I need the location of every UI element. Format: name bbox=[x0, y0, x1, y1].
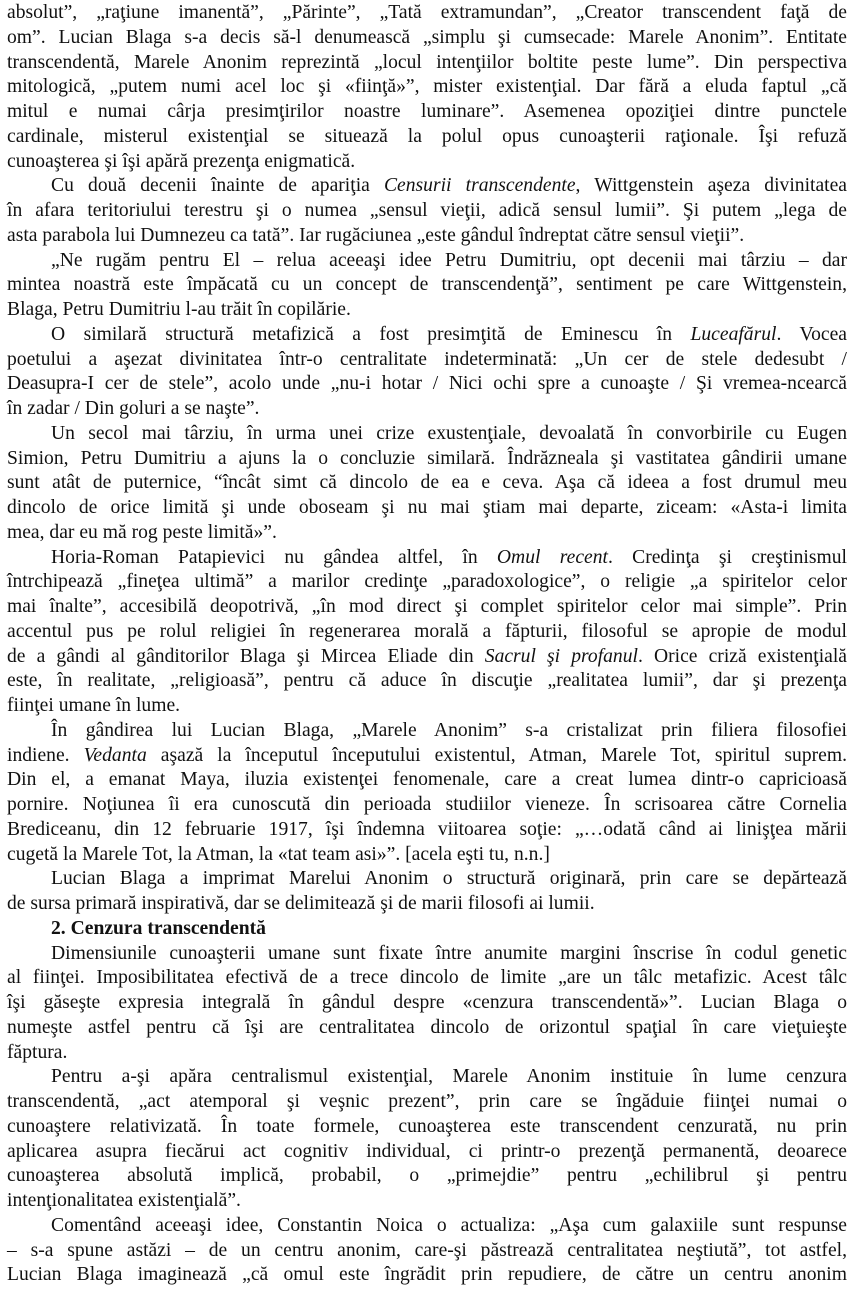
text-line bbox=[7, 149, 847, 175]
text-line bbox=[51, 941, 847, 967]
text-line bbox=[7, 1040, 847, 1066]
text-segment: accentul pus pe rolul religiei în regenerarea morală a făpturii, filosoful se apropie de modul bbox=[7, 620, 847, 642]
text-line bbox=[7, 1262, 847, 1288]
text-segment: cunoaşterea absolută implică, probabil, o „primejdie” pentru „echilibrul şi pentru bbox=[7, 1165, 847, 1187]
text-line bbox=[7, 297, 847, 323]
text-segment: . Orice criză existenţială bbox=[637, 645, 847, 667]
text-segment: al fiinţei. Imposibilitatea efectivă de a trece dincolo de limite „are un tâlc metafizic. Acest tâlc bbox=[7, 967, 847, 989]
text-segment: transcendentă, Marele Anonim reprezintă „locul intenţiilor boltite peste lume”. Din perspectiva bbox=[7, 51, 847, 73]
text-segment: Dimensiunile cunoaşterii umane sunt fixate între anumite margini înscrise în codul genetic bbox=[51, 942, 847, 964]
text-segment: – s-a spune astăzi – de un centru anonim, care-şi păstrează centralitatea neştiută”, tot astfel, bbox=[7, 1239, 847, 1261]
text-segment: Lucian Blaga a imprimat Marelui Anonim o structură originară, prin care se depărtează bbox=[51, 868, 847, 890]
text-line bbox=[7, 446, 847, 472]
text-line bbox=[7, 767, 847, 793]
text-segment: Comentând aceeaşi idee, Constantin Noica o actualiza: „Aşa cum galaxiile sunt respunse bbox=[51, 1214, 847, 1236]
text-segment: om”. Lucian Blaga s-a decis să-l denumească „simplu şi cumsecade: Marele Anonim”. Entitate bbox=[7, 26, 847, 48]
text-line bbox=[7, 1238, 847, 1264]
text-line bbox=[7, 668, 847, 694]
text-line bbox=[7, 198, 847, 224]
text-segment: dincolo de orice limită şi unde oboseam şi nu mai ştiam mai departe, ziceam: «Asta-i limita bbox=[7, 497, 847, 518]
text-line bbox=[7, 594, 847, 620]
text-segment: de sursa primară inspirativă, dar se delimitează şi de marii filosofi ai lumii. bbox=[7, 893, 595, 914]
text-segment: mea, dar eu mă rog peste limită»”. bbox=[7, 521, 277, 543]
text-line bbox=[7, 1163, 847, 1189]
text-segment: cardinale, misterul existenţial se situează la polul opus cunoaşterii raţionale. Îşi refuză bbox=[7, 125, 847, 147]
italic-title: Omul recent bbox=[496, 546, 608, 568]
text-line bbox=[7, 891, 847, 917]
text-segment: , Wittgenstein aşeza divinitatea bbox=[575, 175, 847, 197]
text-segment: aşază la începutul începutului existentul, Atman, Marele Tot, spiritul suprem. bbox=[146, 744, 848, 766]
text-line bbox=[7, 644, 847, 670]
text-line bbox=[51, 718, 847, 744]
text-line bbox=[7, 50, 847, 76]
text-segment: O similară structură metafizică a fost presimţită de Eminescu în bbox=[51, 323, 691, 345]
text-segment: cunoaşterea şi îşi apără prezenţa enigmatică. bbox=[7, 150, 356, 172]
text-segment: mai înalte”, accesibilă deopotrivă, „în mod direct şi complet spiritelor celor mai simple”. Prin bbox=[7, 596, 847, 617]
text-segment: sunt atât de puternice, “încât simt că dincolo de ea e ceva. Aşa că ideea a fost drumul meu bbox=[7, 472, 847, 494]
text-line bbox=[51, 916, 847, 942]
text-line bbox=[51, 1064, 847, 1090]
text-line bbox=[7, 1015, 847, 1041]
text-segment: este, în realitate, „religioasă”, pentru că aduce în discuţie „realitatea lumii”, dar şi prezenţa bbox=[7, 670, 847, 692]
text-segment: . Credinţa şi creştinismul bbox=[607, 546, 847, 568]
text-segment: în afara teritoriului terestru şi o numea „sensul vieţii, adică sensul lumii”. Şi putem „lega de bbox=[7, 200, 847, 221]
text-segment: pornire. Noţiunea îi era cunoscută din perioada studiilor vieneze. În scrisoarea către Cornelia bbox=[7, 794, 847, 815]
text-line bbox=[7, 520, 847, 546]
text-segment: mintea noastră este împăcată cu un concept de transcendenţă”, sentiment pe care Wittgenstein, bbox=[7, 274, 847, 296]
text-line bbox=[7, 99, 847, 125]
text-line bbox=[7, 347, 847, 373]
text-segment: Un secol mai târziu, în urma unei crize exustenţiale, devoalată în convorbirile cu Eugen bbox=[51, 422, 847, 444]
italic-title: Luceafărul bbox=[690, 323, 777, 345]
text-segment: întrchipează „fineţea ultimă” a marilor credinţe „paradoxologice”, o religie „a spiritelor celor bbox=[7, 571, 847, 593]
text-line bbox=[7, 1089, 847, 1115]
text-line bbox=[51, 866, 847, 892]
text-segment: Pentru a-şi apăra centralismul existenţial, Marele Anonim instituie în lume cenzura bbox=[51, 1066, 847, 1088]
text-segment: „Ne rugăm pentru El – relua aceeaşi idee Petru Dumitriu, opt decenii mai târziu – dar bbox=[51, 249, 847, 271]
text-segment: în zadar / Din goluri a se naşte”. bbox=[7, 398, 260, 419]
text-segment: fiinţei umane în lume. bbox=[7, 695, 181, 716]
text-segment: mitologică, „putem numi acel loc şi «fiinţă»”, mister existenţial. Dar fără a eluda faptul „că bbox=[7, 76, 847, 98]
text-line bbox=[7, 124, 847, 150]
text-line bbox=[7, 470, 847, 496]
text-line bbox=[7, 693, 847, 719]
text-line bbox=[7, 74, 847, 100]
text-segment: Deasupra-I cer de stele”, acolo unde „nu-i hotar / Nici ochi spre a cunoaşte / Şi vremea-ncearcă bbox=[7, 373, 847, 395]
text-line bbox=[7, 619, 847, 645]
text-line bbox=[7, 495, 847, 521]
text-segment: Cu două decenii înainte de apariţia bbox=[51, 175, 384, 197]
text-line bbox=[51, 1213, 847, 1239]
text-segment: poetului a aşezat divinitatea într-o centralitate indeterminată: „Un cer de stele dedesubt / bbox=[7, 348, 847, 370]
text-segment: îşi găseşte expresia integrală în gândul despre «cenzura transcendentă»”. Lucian Blaga o bbox=[7, 992, 847, 1013]
text-segment: . Vocea bbox=[776, 323, 848, 345]
text-line bbox=[7, 396, 847, 422]
text-line bbox=[7, 817, 847, 843]
text-line bbox=[7, 1114, 847, 1140]
text-segment: asta parabola lui Dumnezeu ca tată”. Iar rugăciunea „este gândul îndreptat către sensul vieţii”. bbox=[7, 224, 745, 246]
text-segment: cugetă la Marele Tot, la Atman, la «tat team asi»”. [acela eşti tu, n.n.] bbox=[7, 843, 550, 865]
text-segment: de a gândi al gânditorilor Blaga şi Mircea Eliade din bbox=[7, 645, 485, 667]
text-segment: Horia-Roman Patapievici nu gândea altfel, în bbox=[51, 546, 497, 568]
text-line bbox=[7, 743, 847, 769]
text-segment: Blaga, Petru Dumitriu l-au trăit în copilărie. bbox=[7, 299, 351, 320]
text-segment: aplicarea asupra fiecărui act cognitiv individual, ci printr-o prezenţă permanentă, deoarece bbox=[7, 1140, 847, 1162]
text-segment: transcendentă, „act atemporal şi veşnic prezent”, prin care se îngăduie fiinţei numai o bbox=[7, 1091, 847, 1112]
section-heading: 2. Cenzura transcendentă bbox=[51, 917, 266, 939]
text-line bbox=[7, 1188, 847, 1214]
text-line bbox=[7, 842, 847, 868]
italic-title: Vedanta bbox=[83, 744, 147, 766]
text-line bbox=[7, 965, 847, 991]
text-segment: Lucian Blaga imaginează „că omul este îngrădit prin repudiere, de către un centru anonim bbox=[7, 1264, 847, 1286]
text-segment: intenţionalitatea existenţială”. bbox=[7, 1190, 241, 1211]
text-line bbox=[7, 272, 847, 298]
text-line bbox=[7, 1139, 847, 1165]
text-segment: mitul e numai cârja presimţirilor noastre luminare”. Asemenea opoziţiei dintre punctele bbox=[7, 101, 847, 122]
italic-title: Sacrul şi profanul bbox=[484, 645, 638, 667]
text-line bbox=[7, 25, 847, 51]
text-segment: cunoaştere relativizată. În toate formele, cunoaşterea este transcendent cenzurată, nu prin bbox=[7, 1115, 847, 1137]
text-line bbox=[51, 322, 847, 348]
text-segment: Simion, Petru Dumitriu a ajuns la o concluzie similară. Îndrăzneala şi vastitatea gândirii umane bbox=[7, 447, 847, 469]
text-line bbox=[7, 0, 847, 26]
text-segment: numeşte astfel pentru că îşi are centralitatea dincolo de orizontul spaţial în care vieţuieşte bbox=[7, 1016, 847, 1038]
text-segment: În gândirea lui Lucian Blaga, „Marele Anonim” s-a cristalizat prin filiera filosofiei bbox=[51, 719, 847, 741]
text-line bbox=[51, 173, 847, 199]
text-line bbox=[7, 223, 847, 249]
text-line bbox=[51, 248, 847, 274]
text-line bbox=[7, 371, 847, 397]
text-line bbox=[7, 792, 847, 818]
text-line bbox=[51, 545, 847, 571]
italic-title: Censurii transcendente bbox=[383, 175, 576, 197]
text-segment: absolut”, „raţiune imanentă”, „Părinte”, „Tată extramundan”, „Creator transcendent faţă de bbox=[7, 2, 847, 23]
text-line bbox=[7, 990, 847, 1016]
text-line bbox=[51, 421, 847, 447]
text-segment: făptura. bbox=[7, 1041, 68, 1063]
text-segment: Brediceanu, din 12 februarie 1917, îşi îndemna viitoarea soţie: „…odată când ai linişţea mării bbox=[7, 818, 847, 840]
text-segment: Din el, a emanat Maya, iluzia existenţei fenomenale, care a creat lumea dintr-o capricioasă bbox=[7, 769, 847, 791]
text-segment: indiene. bbox=[7, 744, 84, 766]
text-line bbox=[7, 569, 847, 595]
